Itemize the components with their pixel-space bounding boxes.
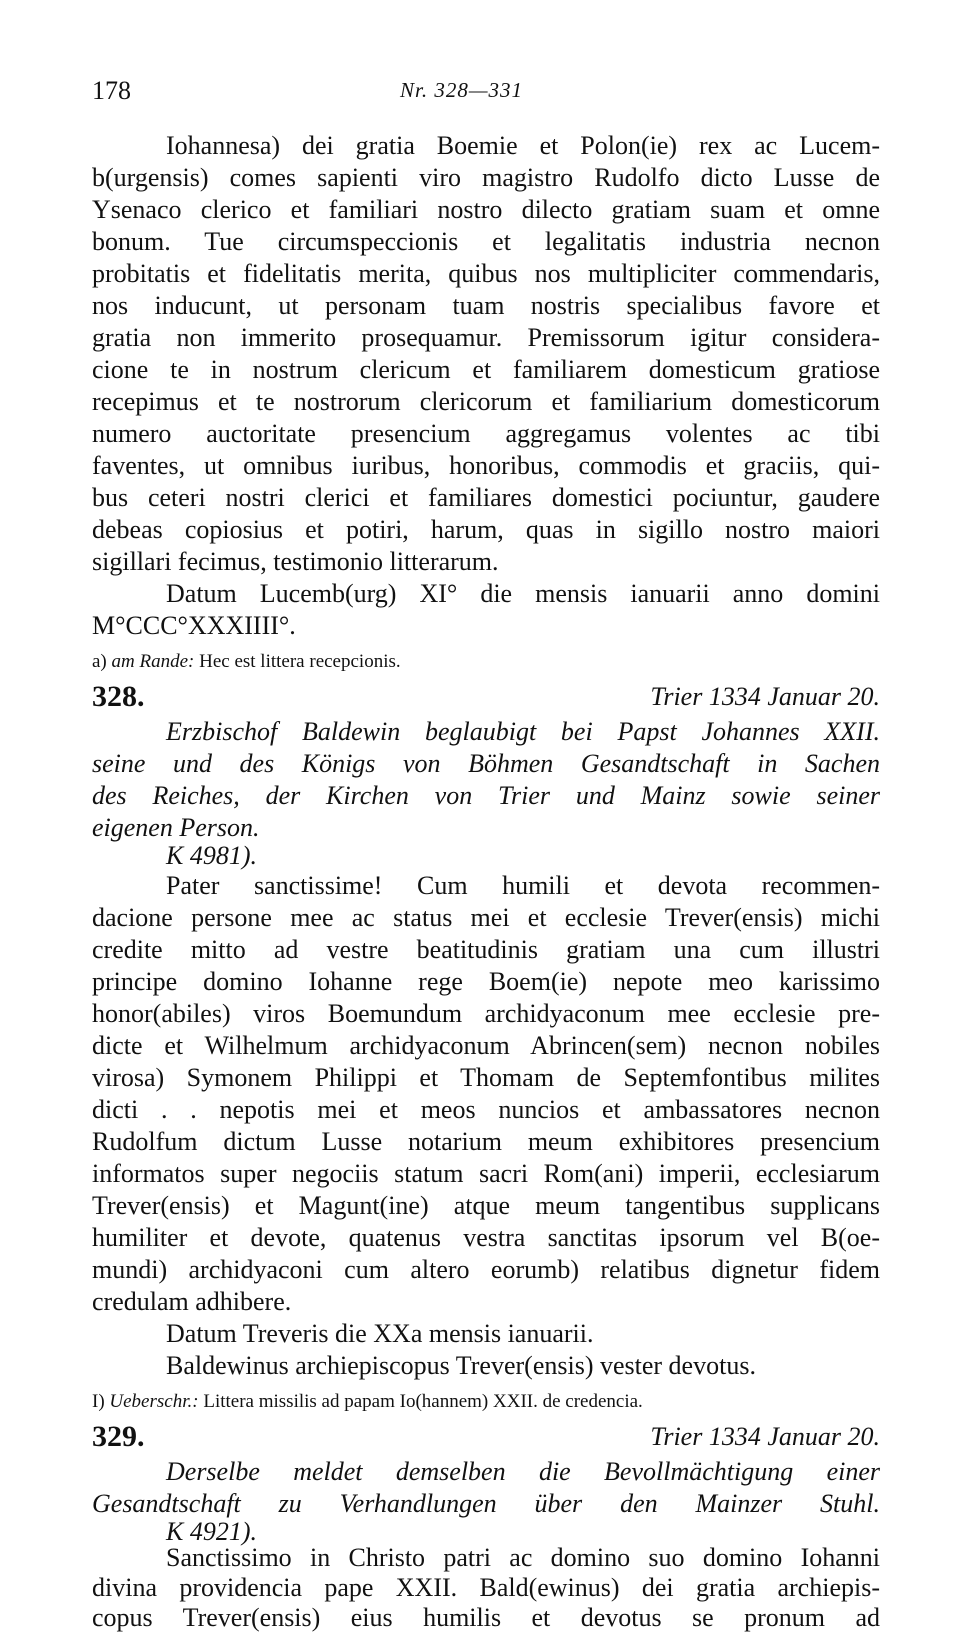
text-line: cione te in nostrum clericum et familiarem domesticum gratiose	[92, 355, 880, 384]
text-line: sigillari fecimus, testimonio litterarum.	[92, 547, 499, 576]
footnote-mark: I)	[92, 1391, 105, 1412]
text-line: credite mitto ad vestre beatitudinis gratiam una cum illustri	[92, 935, 880, 964]
text-line: Rudolfum dictum Lusse notarium meum exhibitores presencium	[92, 1127, 880, 1156]
regest-line: Erzbischof Baldewin beglaubigt bei Papst Johannes XXII.	[166, 717, 880, 746]
page-number: 178	[92, 76, 131, 105]
text-line: humiliter et devote, quatenus vestra sanctitas ipsorum vel B(oe-	[92, 1223, 880, 1252]
text-line: Sanctissimo in Christo patri ac domino suo domino Iohanni	[166, 1543, 880, 1572]
text-line: recepimus et te nostrorum clericorum et familiarium domesticorum	[92, 387, 880, 416]
footnote	[92, 1386, 880, 1418]
regest-line: Gesandtschaft zu Verhandlungen über den Mainzer Stuhl.	[92, 1489, 880, 1518]
document-place-date: Trier 1334 Januar 20.	[650, 682, 880, 711]
regest-line: seine und des Königs von Böhmen Gesandtschaft in Sachen	[92, 749, 880, 778]
text-line: Ysenaco clerico et familiari nostro dilecto gratiam suam et omne	[92, 195, 880, 224]
footnote	[92, 646, 880, 678]
text-line: principe domino Iohanne rege Boem(ie) nepote meo karissimo	[92, 967, 880, 996]
text-line: informatos super negociis statum sacri Rom(ani) imperii, ecclesiarum	[92, 1159, 880, 1188]
footnote-label: am Rande:	[111, 651, 195, 672]
footnote-text: Hec est littera recepcionis.	[199, 651, 401, 672]
datum-line: M°CCC°XXXIIII°.	[92, 611, 296, 640]
text-line: dicti . . nepotis mei et meos nuncios et ambassatores necnon	[92, 1095, 880, 1124]
footnote-text: Littera missilis ad papam Io(hannem) XXII. de credencia.	[203, 1391, 643, 1412]
text-line: credulam adhibere.	[92, 1287, 292, 1316]
text-line: gratia non immerito prosequamur. Premissorum igitur considera-	[92, 323, 880, 352]
text-line: dacione persone mee ac status mei et ecclesie Trever(ensis) michi	[92, 903, 880, 932]
text-line: bonum. Tue circumspeccionis et legalitatis industria necnon	[92, 227, 880, 256]
datum-line: Datum Treveris die XXa mensis ianuarii.	[166, 1319, 594, 1348]
text-line: mundi) archidyaconi cum altero eorumb) relatibus dignetur fidem	[92, 1255, 880, 1284]
text-line: virosa) Symonem Philippi et Thomam de Septemfontibus milites	[92, 1063, 880, 1092]
text-line: b(urgensis) comes sapienti viro magistro Rudolfo dicto Lusse de	[92, 163, 880, 192]
text-line: divina providencia pape XXII. Bald(ewinus) dei gratia archiepis-	[92, 1573, 880, 1602]
text-line: faventes, ut omnibus iuribus, honoribus, commodis et graciis, qui-	[92, 451, 880, 480]
regest-line: Derselbe meldet demselben die Bevollmächtigung einer	[166, 1457, 880, 1486]
footnote-label: Ueberschr.:	[109, 1391, 199, 1412]
text-line: Trever(ensis) et Magunt(ine) atque meum tangentibus supplicans	[92, 1191, 880, 1220]
document-place-date: Trier 1334 Januar 20.	[650, 1422, 880, 1451]
text-line: dicte et Wilhelmum archidyaconum Abrincen(sem) necnon nobiles	[92, 1031, 880, 1060]
text-line: numero auctoritate presencium aggregamus volentes ac tibi	[92, 419, 880, 448]
text-line: Pater sanctissime! Cum humili et devota recommen-	[166, 871, 880, 900]
reference: K 4921).	[166, 1517, 257, 1546]
running-title: Nr. 328—331	[400, 78, 524, 102]
text-line: bus ceteri nostri clerici et familiares domestici pociuntur, gaudere	[92, 483, 880, 512]
text-line: honor(abiles) viros Boemundum archidyaconum mee ecclesie pre-	[92, 999, 880, 1028]
text-line: copus Trever(ensis) eius humilis et devotus se pronum ad	[92, 1603, 880, 1632]
regest-line: eigenen Person.	[92, 813, 260, 842]
regest-line: des Reiches, der Kirchen von Trier und Mainz sowie seiner	[92, 781, 880, 810]
text-line: probitatis et fidelitatis merita, quibus nos multipliciter commendaris,	[92, 259, 880, 288]
text-line: nos inducunt, ut personam tuam nostris specialibus favore et	[92, 291, 880, 320]
signature-line: Baldewinus archiepiscopus Trever(ensis) vester devotus.	[166, 1351, 756, 1380]
text-line: debeas copiosius et potiri, harum, quas in sigillo nostro maiori	[92, 515, 880, 544]
document-number: 329.	[92, 1420, 145, 1453]
document-number: 328.	[92, 680, 145, 713]
text-line: Iohannesa) dei gratia Boemie et Polon(ie) rex ac Lucem-	[166, 131, 880, 160]
footnote-mark: a)	[92, 651, 107, 672]
datum-line: Datum Lucemb(urg) XI° die mensis ianuarii anno domini	[166, 579, 880, 608]
reference: K 4981).	[166, 841, 257, 870]
